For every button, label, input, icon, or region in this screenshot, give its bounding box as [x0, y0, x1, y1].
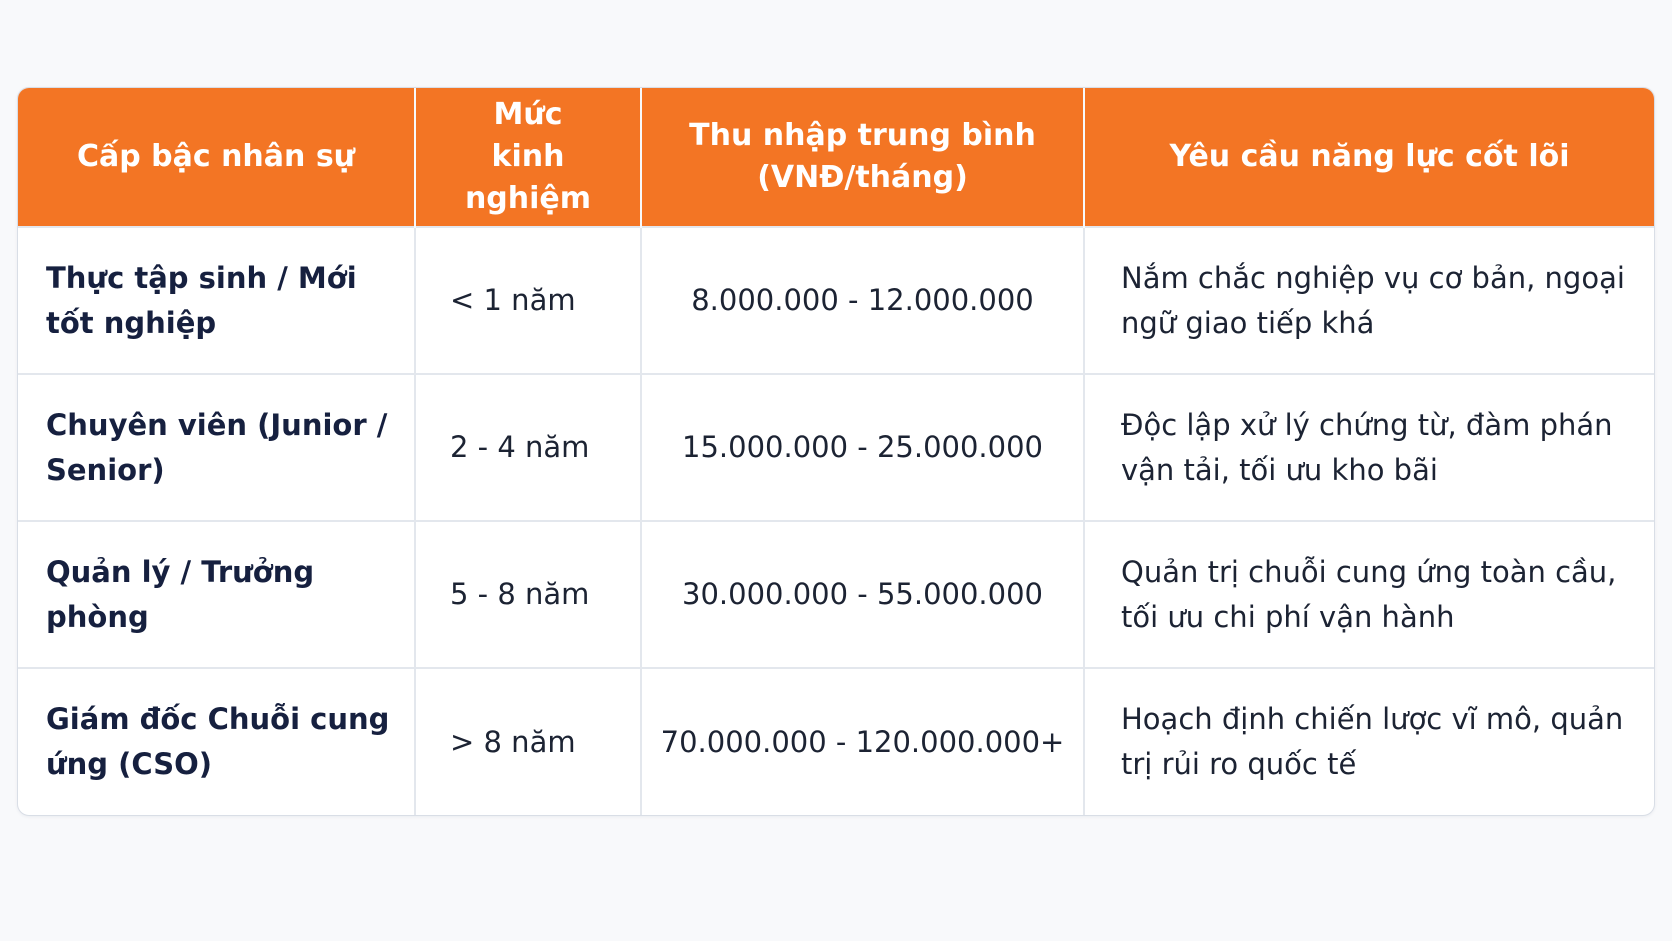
- cell-experience: < 1 năm: [415, 227, 641, 374]
- cell-requirements: Hoạch định chiến lược vĩ mô, quản trị rủi ro quốc tế: [1084, 668, 1654, 815]
- header-level-label: Cấp bậc nhân sự: [76, 139, 356, 174]
- salary-table-card: [17, 87, 1655, 816]
- header-requirements-label: Yêu cầu năng lực cốt lõi: [1169, 139, 1570, 174]
- table-row: [18, 227, 1654, 374]
- cell-experience: > 8 năm: [415, 668, 641, 815]
- header-row: [18, 88, 1654, 227]
- header-income-line2: (VNĐ/tháng): [757, 160, 968, 195]
- table-header: [18, 88, 1654, 227]
- header-experience: [415, 88, 641, 227]
- header-income: [641, 88, 1084, 227]
- cell-requirements: Độc lập xử lý chứng từ, đàm phán vận tải, tối ưu kho bãi: [1084, 374, 1654, 521]
- header-experience-line1: Mức: [493, 97, 563, 132]
- cell-level: Quản lý / Trưởng phòng: [18, 521, 415, 668]
- cell-experience: 5 - 8 năm: [415, 521, 641, 668]
- cell-experience: 2 - 4 năm: [415, 374, 641, 521]
- cell-level: Giám đốc Chuỗi cung ứng (CSO): [18, 668, 415, 815]
- cell-income: 70.000.000 - 120.000.000+: [641, 668, 1084, 815]
- cell-income: 8.000.000 - 12.000.000: [641, 227, 1084, 374]
- table-body: [18, 227, 1654, 815]
- header-income-line1: Thu nhập trung bình: [689, 118, 1036, 153]
- cell-requirements: Nắm chắc nghiệp vụ cơ bản, ngoại ngữ giao tiếp khá: [1084, 227, 1654, 374]
- header-requirements: [1084, 88, 1654, 227]
- header-level: [18, 88, 415, 227]
- cell-income: 15.000.000 - 25.000.000: [641, 374, 1084, 521]
- header-experience-line2: kinh nghiệm: [464, 139, 592, 216]
- table-row: [18, 374, 1654, 521]
- salary-table: [18, 88, 1654, 815]
- table-row: [18, 668, 1654, 815]
- cell-requirements: Quản trị chuỗi cung ứng toàn cầu, tối ưu chi phí vận hành: [1084, 521, 1654, 668]
- cell-income: 30.000.000 - 55.000.000: [641, 521, 1084, 668]
- table-row: [18, 521, 1654, 668]
- cell-level: Thực tập sinh / Mới tốt nghiệp: [18, 227, 415, 374]
- cell-level: Chuyên viên (Junior / Senior): [18, 374, 415, 521]
